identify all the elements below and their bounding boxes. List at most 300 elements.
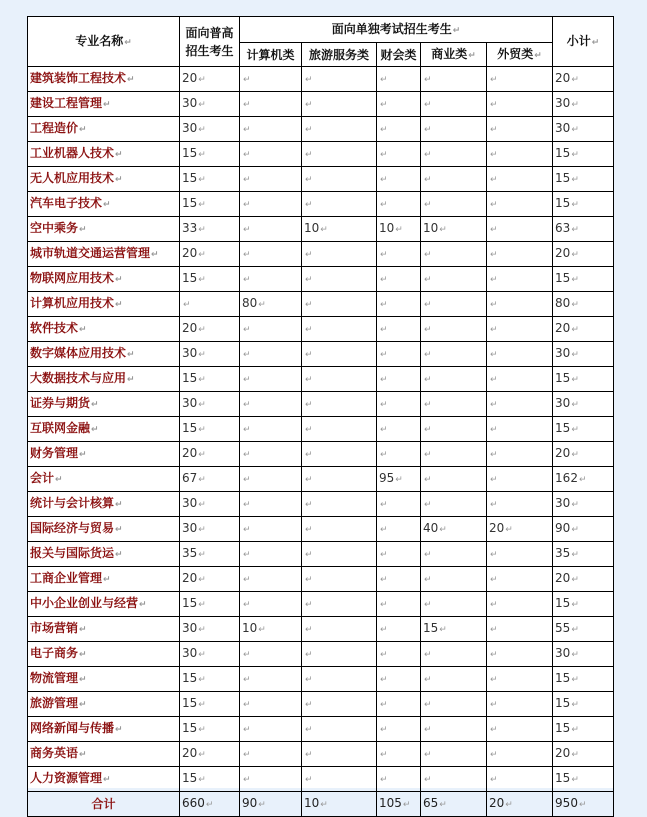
major-name: 工程造价 <box>30 121 79 135</box>
paragraph-mark-icon: ↵ <box>490 275 498 285</box>
paragraph-mark-icon: ↵ <box>198 750 206 760</box>
table-row <box>28 117 614 142</box>
paragraph-mark-icon: ↵ <box>305 550 313 560</box>
foreign-trade-cell <box>487 617 553 642</box>
cell-value: 80 <box>242 296 258 310</box>
computer-cell <box>240 617 302 642</box>
tourism-service-cell <box>302 442 377 467</box>
commerce-cell <box>421 717 487 742</box>
table-header <box>28 17 614 67</box>
general-cell <box>180 442 240 467</box>
foreign-trade-cell <box>487 667 553 692</box>
table-row <box>28 92 614 117</box>
paragraph-mark-icon: ↵ <box>127 350 135 360</box>
paragraph-mark-icon: ↵ <box>571 75 579 85</box>
paragraph-mark-icon: ↵ <box>424 775 432 785</box>
table-row <box>28 417 614 442</box>
paragraph-mark-icon: ↵ <box>198 225 206 235</box>
totals-label: 合计 <box>28 792 180 817</box>
foreign-trade-cell <box>487 92 553 117</box>
tourism-service-cell <box>302 542 377 567</box>
paragraph-mark-icon: ↵ <box>305 775 313 785</box>
major-name: 物流管理 <box>30 671 79 685</box>
paragraph-mark-icon: ↵ <box>380 725 388 735</box>
paragraph-mark-icon: ↵ <box>79 625 87 635</box>
cell-value: 15 <box>182 596 198 610</box>
paragraph-mark-icon: ↵ <box>305 675 313 685</box>
major-name-cell <box>28 717 180 742</box>
tourism-service-cell <box>302 267 377 292</box>
paragraph-mark-icon: ↵ <box>490 200 498 210</box>
commerce-cell <box>421 192 487 217</box>
paragraph-mark-icon: ↵ <box>424 550 432 560</box>
cell-value: 15 <box>182 771 198 785</box>
paragraph-mark-icon: ↵ <box>505 525 513 535</box>
paragraph-mark-icon: ↵ <box>490 500 498 510</box>
subtotal-cell <box>553 392 614 417</box>
paragraph-mark-icon: ↵ <box>243 200 251 210</box>
paragraph-mark-icon: ↵ <box>424 175 432 185</box>
enrollment-plan-table <box>27 16 614 817</box>
tourism-service-cell <box>302 192 377 217</box>
paragraph-mark-icon: ↵ <box>571 150 579 160</box>
paragraph-mark-icon: ↵ <box>305 200 313 210</box>
paragraph-mark-icon: ↵ <box>124 37 132 48</box>
paragraph-mark-icon: ↵ <box>571 650 579 660</box>
finance-accounting-cell <box>377 367 421 392</box>
tourism-service-cell <box>302 317 377 342</box>
paragraph-mark-icon: ↵ <box>103 100 111 110</box>
cell-value: 20 <box>555 746 571 760</box>
table-row <box>28 542 614 567</box>
paragraph-mark-icon: ↵ <box>305 300 313 310</box>
paragraph-mark-icon: ↵ <box>424 575 432 585</box>
foreign-trade-cell <box>487 467 553 492</box>
tourism-service-cell <box>302 292 377 317</box>
paragraph-mark-icon: ↵ <box>490 675 498 685</box>
table-row <box>28 342 614 367</box>
major-name-cell <box>28 542 180 567</box>
commerce-cell <box>421 667 487 692</box>
subtotal-cell <box>553 767 614 792</box>
cell-value: 15 <box>555 421 571 435</box>
paragraph-mark-icon: ↵ <box>305 575 313 585</box>
cell-value: 15 <box>182 671 198 685</box>
table-row <box>28 567 614 592</box>
commerce-cell <box>421 267 487 292</box>
paragraph-mark-icon: ↵ <box>103 200 111 210</box>
cell-value: 15 <box>555 146 571 160</box>
paragraph-mark-icon: ↵ <box>571 400 579 410</box>
general-cell <box>180 342 240 367</box>
cell-value: 30 <box>555 346 571 360</box>
cell-value: 30 <box>555 496 571 510</box>
paragraph-mark-icon: ↵ <box>490 150 498 160</box>
commerce-cell <box>421 217 487 242</box>
general-cell <box>180 667 240 692</box>
commerce-cell <box>421 292 487 317</box>
cell-value: 10 <box>304 221 320 235</box>
cell-value: 30 <box>555 121 571 135</box>
major-name: 国际经济与贸易 <box>30 521 115 535</box>
header-subtotal: 小计↵ <box>553 17 614 67</box>
tourism-service-cell <box>302 592 377 617</box>
computer-cell <box>240 467 302 492</box>
finance-accounting-cell <box>377 92 421 117</box>
finance-accounting-cell <box>377 317 421 342</box>
table-row <box>28 167 614 192</box>
cell-value: 67 <box>182 471 198 485</box>
paragraph-mark-icon: ↵ <box>243 150 251 160</box>
paragraph-mark-icon: ↵ <box>103 575 111 585</box>
paragraph-mark-icon: ↵ <box>380 75 388 85</box>
paragraph-mark-icon: ↵ <box>380 650 388 660</box>
cell-value: 20 <box>555 571 571 585</box>
paragraph-mark-icon: ↵ <box>402 800 411 810</box>
paragraph-mark-icon: ↵ <box>380 775 388 785</box>
major-name-cell <box>28 167 180 192</box>
paragraph-mark-icon: ↵ <box>424 300 432 310</box>
foreign-trade-cell <box>487 392 553 417</box>
major-name-cell <box>28 217 180 242</box>
finance-accounting-cell <box>377 292 421 317</box>
header-separate-exam-group: 面向单独考试招生考生↵ <box>240 17 553 43</box>
paragraph-mark-icon: ↵ <box>395 475 403 485</box>
paragraph-mark-icon: ↵ <box>380 375 388 385</box>
paragraph-mark-icon: ↵ <box>424 100 432 110</box>
paragraph-mark-icon: ↵ <box>198 775 206 785</box>
subtotal-cell <box>553 342 614 367</box>
subtotal-cell <box>553 567 614 592</box>
paragraph-mark-icon: ↵ <box>571 250 579 260</box>
cell-value: 33 <box>182 221 198 235</box>
paragraph-mark-icon: ↵ <box>439 225 447 235</box>
paragraph-mark-icon: ↵ <box>439 525 447 535</box>
header-finance-accounting: 财会类 <box>377 43 421 67</box>
computer-cell <box>240 717 302 742</box>
cell-value: 15 <box>555 696 571 710</box>
paragraph-mark-icon: ↵ <box>305 725 313 735</box>
major-name: 大数据技术与应用 <box>30 371 127 385</box>
cell-value: 20 <box>182 321 198 335</box>
major-name-cell <box>28 267 180 292</box>
paragraph-mark-icon: ↵ <box>490 375 498 385</box>
paragraph-mark-icon: ↵ <box>79 700 87 710</box>
general-cell <box>180 367 240 392</box>
general-cell <box>180 467 240 492</box>
commerce-cell <box>421 767 487 792</box>
paragraph-mark-icon: ↵ <box>380 275 388 285</box>
tourism-service-cell <box>302 342 377 367</box>
table-row <box>28 317 614 342</box>
paragraph-mark-icon: ↵ <box>571 525 579 535</box>
major-name-cell <box>28 667 180 692</box>
cell-value: 63 <box>555 221 571 235</box>
paragraph-mark-icon: ↵ <box>243 475 251 485</box>
cell-value: 20 <box>182 746 198 760</box>
paragraph-mark-icon: ↵ <box>305 350 313 360</box>
paragraph-mark-icon: ↵ <box>490 325 498 335</box>
paragraph-mark-icon: ↵ <box>490 600 498 610</box>
paragraph-mark-icon: ↵ <box>205 800 214 810</box>
finance-accounting-cell <box>377 217 421 242</box>
subtotal-cell <box>553 67 614 92</box>
tourism-service-cell <box>302 517 377 542</box>
major-name: 中小企业创业与经营 <box>30 596 139 610</box>
table-row <box>28 517 614 542</box>
table-row <box>28 142 614 167</box>
finance-accounting-cell <box>377 667 421 692</box>
paragraph-mark-icon: ↵ <box>490 700 498 710</box>
paragraph-mark-icon: ↵ <box>380 400 388 410</box>
table-row <box>28 442 614 467</box>
paragraph-mark-icon: ↵ <box>571 675 579 685</box>
paragraph-mark-icon: ↵ <box>424 325 432 335</box>
paragraph-mark-icon: ↵ <box>139 600 147 610</box>
finance-accounting-cell <box>377 592 421 617</box>
table-footer <box>28 792 614 817</box>
major-name: 证券与期货 <box>30 396 91 410</box>
paragraph-mark-icon: ↵ <box>490 75 498 85</box>
paragraph-mark-icon: ↵ <box>198 450 206 460</box>
paragraph-mark-icon: ↵ <box>490 225 498 235</box>
paragraph-mark-icon: ↵ <box>115 725 123 735</box>
paragraph-mark-icon: ↵ <box>380 625 388 635</box>
computer-cell <box>240 592 302 617</box>
major-name-cell <box>28 142 180 167</box>
computer-cell <box>240 392 302 417</box>
commerce-cell <box>421 167 487 192</box>
paragraph-mark-icon: ↵ <box>380 700 388 710</box>
cell-value: 15 <box>182 271 198 285</box>
general-cell <box>180 717 240 742</box>
subtotal-cell <box>553 492 614 517</box>
paragraph-mark-icon: ↵ <box>258 300 266 310</box>
cell-value: 15 <box>555 171 571 185</box>
paragraph-mark-icon: ↵ <box>424 375 432 385</box>
general-cell <box>180 542 240 567</box>
paragraph-mark-icon: ↵ <box>490 350 498 360</box>
cell-value: 20 <box>489 521 505 535</box>
subtotal-cell <box>553 367 614 392</box>
major-name-cell <box>28 767 180 792</box>
paragraph-mark-icon: ↵ <box>571 500 579 510</box>
paragraph-mark-icon: ↵ <box>79 750 87 760</box>
paragraph-mark-icon: ↵ <box>243 500 251 510</box>
finance-accounting-cell <box>377 142 421 167</box>
paragraph-mark-icon: ↵ <box>490 300 498 310</box>
paragraph-mark-icon: ↵ <box>198 650 206 660</box>
major-name-cell <box>28 92 180 117</box>
paragraph-mark-icon: ↵ <box>243 750 251 760</box>
paragraph-mark-icon: ↵ <box>198 250 206 260</box>
paragraph-mark-icon: ↵ <box>198 350 206 360</box>
commerce-cell <box>421 742 487 767</box>
paragraph-mark-icon: ↵ <box>243 375 251 385</box>
commerce-cell <box>421 492 487 517</box>
table-row <box>28 367 614 392</box>
paragraph-mark-icon: ↵ <box>424 75 432 85</box>
major-name-cell <box>28 367 180 392</box>
subtotal-cell <box>553 242 614 267</box>
major-name: 报关与国际货运 <box>30 546 115 560</box>
tourism-service-cell <box>302 692 377 717</box>
tourism-service-cell <box>302 617 377 642</box>
paragraph-mark-icon: ↵ <box>305 750 313 760</box>
paragraph-mark-icon: ↵ <box>380 175 388 185</box>
table-row <box>28 592 614 617</box>
commerce-cell <box>421 342 487 367</box>
paragraph-mark-icon: ↵ <box>320 800 328 810</box>
major-name: 市场营销 <box>30 621 79 635</box>
general-cell <box>180 517 240 542</box>
finance-accounting-cell <box>377 242 421 267</box>
paragraph-mark-icon: ↵ <box>490 400 498 410</box>
subtotal-cell <box>553 317 614 342</box>
computer-cell <box>240 117 302 142</box>
paragraph-mark-icon: ↵ <box>243 125 251 135</box>
paragraph-mark-icon: ↵ <box>490 425 498 435</box>
foreign-trade-cell <box>487 717 553 742</box>
general-cell <box>180 617 240 642</box>
paragraph-mark-icon: ↵ <box>198 600 206 610</box>
cell-value: 162 <box>555 471 578 485</box>
finance-accounting-cell <box>377 442 421 467</box>
major-name-cell <box>28 242 180 267</box>
paragraph-mark-icon: ↵ <box>198 375 206 385</box>
table-row <box>28 492 614 517</box>
paragraph-mark-icon: ↵ <box>79 450 87 460</box>
totals-commerce: 65↵ <box>421 792 487 817</box>
paragraph-mark-icon: ↵ <box>591 37 600 48</box>
major-name-cell <box>28 442 180 467</box>
commerce-cell <box>421 367 487 392</box>
major-name-cell <box>28 342 180 367</box>
major-name-cell <box>28 467 180 492</box>
table-body <box>28 67 614 792</box>
commerce-cell <box>421 517 487 542</box>
header-major: 专业名称↵ <box>28 17 180 67</box>
paragraph-mark-icon: ↵ <box>305 75 313 85</box>
major-name: 会计 <box>30 471 55 485</box>
major-name: 互联网金融 <box>30 421 91 435</box>
tourism-service-cell <box>302 767 377 792</box>
paragraph-mark-icon: ↵ <box>103 775 111 785</box>
subtotal-cell <box>553 442 614 467</box>
tourism-service-cell <box>302 67 377 92</box>
subtotal-cell <box>553 642 614 667</box>
major-name: 建设工程管理 <box>30 96 103 110</box>
paragraph-mark-icon: ↵ <box>578 475 587 485</box>
totals-general: 660↵ <box>180 792 240 817</box>
cell-value: 30 <box>182 96 198 110</box>
paragraph-mark-icon: ↵ <box>424 350 432 360</box>
paragraph-mark-icon: ↵ <box>79 125 87 135</box>
commerce-cell <box>421 467 487 492</box>
finance-accounting-cell <box>377 717 421 742</box>
paragraph-mark-icon: ↵ <box>198 75 206 85</box>
commerce-cell <box>421 67 487 92</box>
finance-accounting-cell <box>377 642 421 667</box>
paragraph-mark-icon: ↵ <box>578 800 587 810</box>
general-cell <box>180 267 240 292</box>
major-name: 计算机应用技术 <box>30 296 115 310</box>
tourism-service-cell <box>302 417 377 442</box>
commerce-cell <box>421 542 487 567</box>
paragraph-mark-icon: ↵ <box>571 350 579 360</box>
general-cell <box>180 592 240 617</box>
cell-value: 20 <box>182 571 198 585</box>
paragraph-mark-icon: ↵ <box>490 100 498 110</box>
cell-value: 15 <box>182 421 198 435</box>
paragraph-mark-icon: ↵ <box>127 375 135 385</box>
paragraph-mark-icon: ↵ <box>198 425 206 435</box>
paragraph-mark-icon: ↵ <box>305 625 313 635</box>
foreign-trade-cell <box>487 167 553 192</box>
cell-value: 20 <box>555 321 571 335</box>
paragraph-mark-icon: ↵ <box>258 625 266 635</box>
paragraph-mark-icon: ↵ <box>79 650 87 660</box>
finance-accounting-cell <box>377 517 421 542</box>
paragraph-mark-icon: ↵ <box>571 375 579 385</box>
commerce-cell <box>421 392 487 417</box>
paragraph-mark-icon: ↵ <box>198 475 206 485</box>
tourism-service-cell <box>302 567 377 592</box>
computer-cell <box>240 667 302 692</box>
general-cell <box>180 242 240 267</box>
foreign-trade-cell <box>487 342 553 367</box>
major-name-cell <box>28 692 180 717</box>
paragraph-mark-icon: ↵ <box>439 625 447 635</box>
tourism-service-cell <box>302 467 377 492</box>
table-row <box>28 617 614 642</box>
paragraph-mark-icon: ↵ <box>424 475 432 485</box>
paragraph-mark-icon: ↵ <box>424 125 432 135</box>
finance-accounting-cell <box>377 692 421 717</box>
general-cell <box>180 742 240 767</box>
commerce-cell <box>421 692 487 717</box>
paragraph-mark-icon: ↵ <box>305 525 313 535</box>
major-name: 汽车电子技术 <box>30 196 103 210</box>
paragraph-mark-icon: ↵ <box>305 400 313 410</box>
cell-value: 30 <box>555 396 571 410</box>
finance-accounting-cell <box>377 342 421 367</box>
cell-value: 20 <box>182 71 198 85</box>
computer-cell <box>240 267 302 292</box>
paragraph-mark-icon: ↵ <box>380 125 388 135</box>
general-cell <box>180 417 240 442</box>
paragraph-mark-icon: ↵ <box>79 675 87 685</box>
computer-cell <box>240 92 302 117</box>
major-name-cell <box>28 67 180 92</box>
paragraph-mark-icon: ↵ <box>198 700 206 710</box>
cell-value: 15 <box>555 771 571 785</box>
major-name: 无人机应用技术 <box>30 171 115 185</box>
major-name: 软件技术 <box>30 321 79 335</box>
commerce-cell <box>421 617 487 642</box>
table-row <box>28 467 614 492</box>
paragraph-mark-icon: ↵ <box>198 100 206 110</box>
subtotal-cell <box>553 592 614 617</box>
paragraph-mark-icon: ↵ <box>380 100 388 110</box>
paragraph-mark-icon: ↵ <box>243 75 251 85</box>
tourism-service-cell <box>302 492 377 517</box>
totals-tourism-service: 10↵ <box>302 792 377 817</box>
cell-value: 30 <box>555 96 571 110</box>
paragraph-mark-icon: ↵ <box>571 450 579 460</box>
paragraph-mark-icon: ↵ <box>490 650 498 660</box>
major-name-cell <box>28 192 180 217</box>
